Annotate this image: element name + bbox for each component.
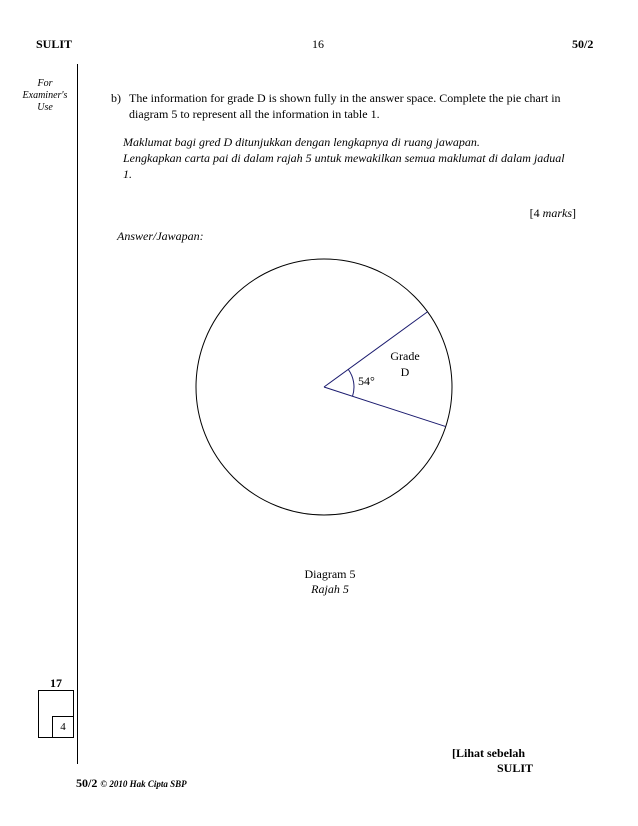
footer-sulit: SULIT	[497, 761, 534, 775]
angle-arc	[348, 369, 354, 396]
copyright: © 2010 Hak Cipta SBP	[100, 779, 187, 789]
examiner-use-label: For Examiner's Use	[22, 78, 68, 113]
question-text-english: The information for grade D is shown fully in the answer space. Complete the pie chart in diagram 5 to represent all the information in table 1.	[129, 91, 561, 121]
header-sulit: SULIT	[36, 37, 73, 51]
paper-code: 50/2	[572, 37, 594, 51]
footer-paper-code: 50/2	[76, 776, 98, 790]
page-number: 16	[312, 37, 324, 51]
answer-label: Answer/Jawapan:	[117, 229, 204, 243]
diagram-caption	[250, 567, 410, 597]
marks-suffix: ]	[572, 206, 576, 220]
question-number: 17	[50, 676, 62, 690]
caption-english: Diagram 5	[304, 567, 356, 581]
sector-label-d: D	[400, 365, 410, 379]
question-label: b)	[111, 91, 121, 105]
lihat-sebelah: [Lihat sebelah	[452, 746, 526, 760]
marks-box-inner: 4	[52, 716, 74, 738]
footer-code	[76, 776, 187, 791]
sector-radius-2	[324, 387, 446, 427]
malay-line-2: Lengkapkan carta pai di dalam rajah 5 untuk mewakilkan semua maklumat di dalam jadual 1.	[123, 151, 565, 181]
caption-malay: Rajah 5	[311, 582, 349, 596]
angle-label: 54°	[358, 374, 375, 388]
marks-prefix: [4	[529, 206, 543, 220]
malay-line-1: Maklumat bagi gred D ditunjukkan dengan lengkapnya di ruang jawapan.	[123, 135, 480, 149]
sector-label-grade: Grade	[390, 349, 420, 363]
marks-word: marks	[542, 206, 572, 220]
